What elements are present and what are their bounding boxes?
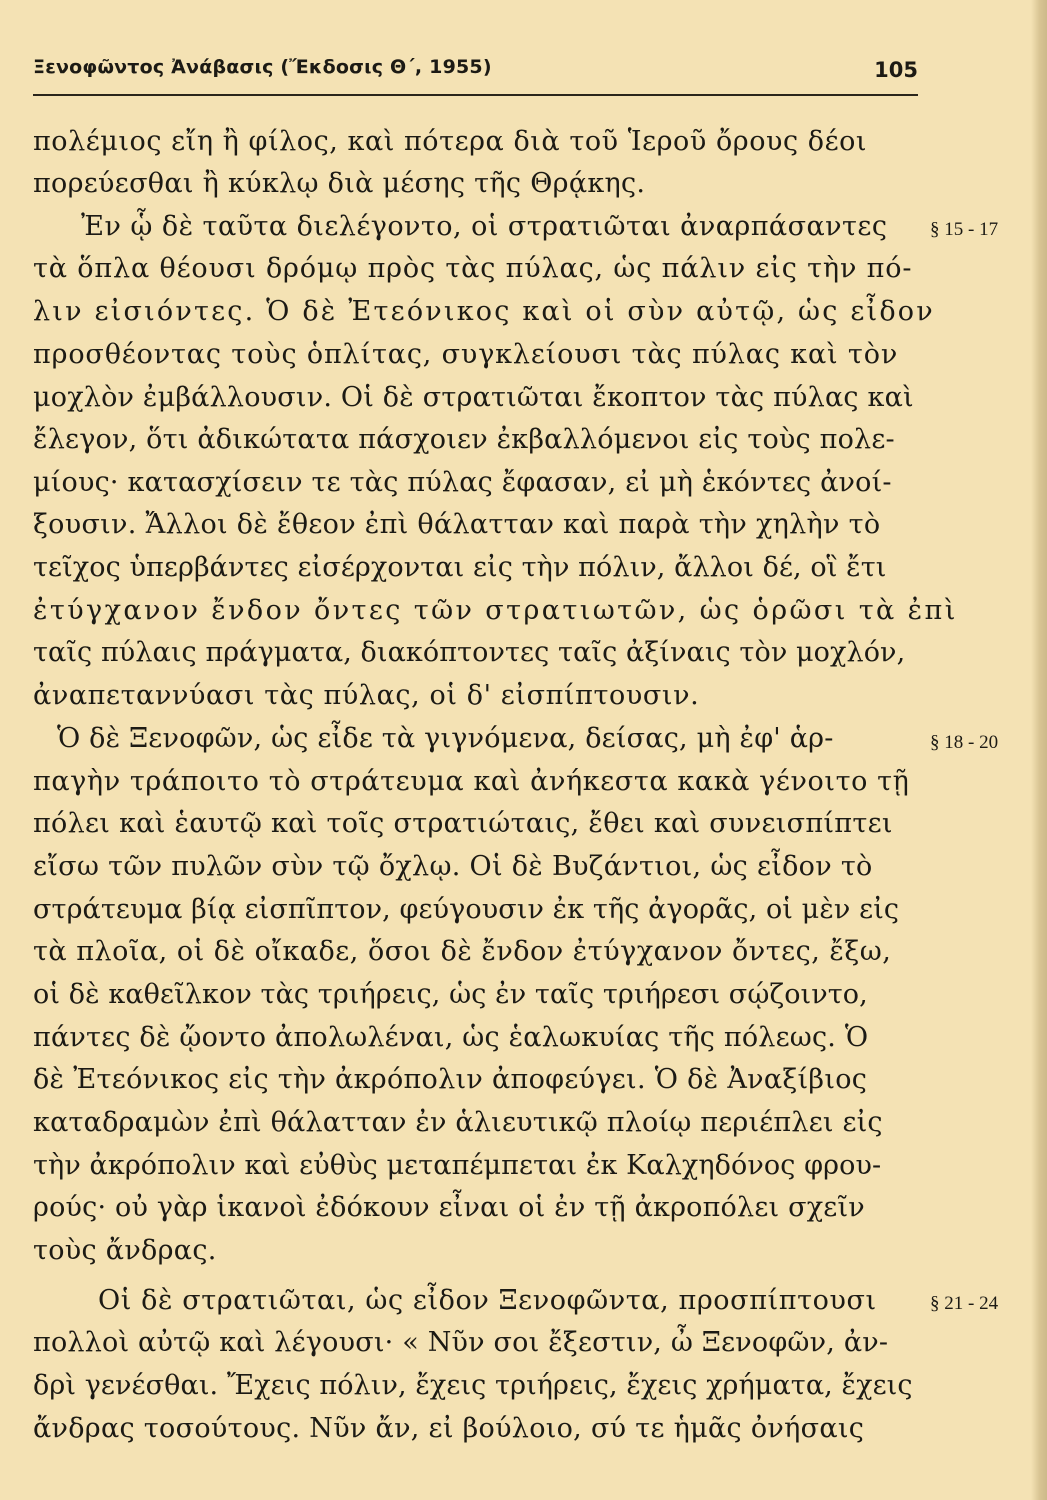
text-line: ἄνδρας τοσούτους. Νῦν ἄν, εἰ βούλοιο, σύ τε ἡμᾶς ὀνήσαις xyxy=(33,1413,865,1444)
page-edge xyxy=(1031,0,1047,1500)
text-line: παγὴν τράποιτο τὸ στράτευμα καὶ ἀνήκεστα κακὰ γένοιτο τῇ xyxy=(33,766,910,797)
text-line: Ἐν ᾧ δὲ ταῦτα διελέγοντο, οἱ στρατιῶται ἀναρπάσαντες xyxy=(81,211,888,242)
text-line: ἔλεγον, ὅτι ἀδικώτατα πάσχοιεν ἐκβαλλόμενοι εἰς τοὺς πολε- xyxy=(33,424,895,455)
text-line: δὲ Ἐτεόνικος εἰς τὴν ἀκρόπολιν ἀποφεύγει. Ὁ δὲ Ἀναξίβιος xyxy=(33,1064,868,1095)
text-line: τὰ ὅπλα θέουσι δρόμῳ πρὸς τὰς πύλας, ὡς πάλιν εἰς τὴν πό- xyxy=(33,253,913,284)
text-line: πάντες δὲ ᾤοντο ἀπολωλέναι, ὡς ἑαλωκυίας τῆς πόλεως. Ὁ xyxy=(33,1022,869,1053)
text-line: λιν εἰσιόντες. Ὁ δὲ Ἐτεόνικος καὶ οἱ σὺν αὐτῷ, ὡς εἶδον xyxy=(33,296,935,327)
running-head: Ξενοφῶντος Ἀνάβασις (Ἔκδοσις Θ΄, 1955) xyxy=(33,56,492,78)
text-line: πολλοὶ αὐτῷ καὶ λέγουσι· « Νῦν σοι ἔξεστιν, ὦ Ξενοφῶν, ἀν- xyxy=(33,1327,889,1358)
text-line: ξουσιν. Ἄλλοι δὲ ἔθεον ἐπὶ θάλατταν καὶ παρὰ τὴν χηλὴν τὸ xyxy=(33,509,881,540)
header-rule xyxy=(33,94,918,96)
text-line: καταδραμὼν ἐπὶ θάλατταν ἐν ἁλιευτικῷ πλοίῳ περιέπλει εἰς xyxy=(33,1107,883,1138)
text-line: Οἱ δὲ στρατιῶται, ὡς εἶδον Ξενοφῶντα, προσπίπτουσι xyxy=(98,1285,877,1316)
text-line: ταῖς πύλαις πράγματα, διακόπτοντες ταῖς ἀξίναις τὸν μοχλόν, xyxy=(33,637,906,668)
page-header xyxy=(33,48,918,84)
text-line: τὰ πλοῖα, οἱ δὲ οἴκαδε, ὅσοι δὲ ἔνδον ἐτύγχανον ὄντες, ἔξω, xyxy=(33,936,892,967)
text-line: στράτευμα βίᾳ εἰσπῖπτον, φεύγουσιν ἐκ τῆς ἀγορᾶς, οἱ μὲν εἰς xyxy=(33,894,900,925)
text-line: τεῖχος ὑπερβάντες εἰσέρχονται εἰς τὴν πόλιν, ἄλλοι δέ, οἳ ἔτι xyxy=(33,552,887,583)
page-number: 105 xyxy=(874,58,918,82)
text-line: δρὶ γενέσθαι. Ἔχεις πόλιν, ἔχεις τριήρεις, ἔχεις χρήματα, ἔχεις xyxy=(33,1370,913,1401)
text-line: ἀναπεταννύασι τὰς πύλας, οἱ δ' εἰσπίπτουσιν. xyxy=(33,680,700,711)
text-line: οἱ δὲ καθεῖλκον τὰς τριήρεις, ὡς ἐν ταῖς τριήρεσι σῴζοιντο, xyxy=(33,979,868,1010)
margin-reference: § 18 - 20 xyxy=(930,732,999,753)
text-line: πορεύεσθαι ἢ κύκλῳ διὰ μέσης τῆς Θρᾴκης. xyxy=(33,168,646,199)
text-line: μοχλὸν ἐμβάλλουσιν. Οἱ δὲ στρατιῶται ἔκοπτον τὰς πύλας καὶ xyxy=(33,382,914,413)
margin-reference: § 15 - 17 xyxy=(930,219,999,240)
margin-reference: § 21 - 24 xyxy=(930,1293,999,1314)
text-line: προσθέοντας τοὺς ὁπλίτας, συγκλείουσι τὰς πύλας καὶ τὸν xyxy=(33,339,899,370)
text-line: ἐτύγχανον ἔνδον ὄντες τῶν στρατιωτῶν, ὡς ὁρῶσι τὰ ἐπὶ xyxy=(33,595,958,626)
text-line: εἴσω τῶν πυλῶν σὺν τῷ ὄχλῳ. Οἱ δὲ Βυζάντιοι, ὡς εἶδον τὸ xyxy=(33,851,873,882)
text-line: τὴν ἀκρόπολιν καὶ εὐθὺς μεταπέμπεται ἐκ Καλχηδόνος φρου- xyxy=(33,1150,882,1181)
text-line: πολέμιος εἴη ἢ φίλος, καὶ πότερα διὰ τοῦ Ἱεροῦ ὄρους δέοι xyxy=(33,126,868,157)
text-line: πόλει καὶ ἑαυτῷ καὶ τοῖς στρατιώταις, ἔθει καὶ συνεισπίπτει xyxy=(33,808,893,839)
text-line: ρούς· οὐ γὰρ ἱκανοὶ ἐδόκουν εἶναι οἱ ἐν τῇ ἀκροπόλει σχεῖν xyxy=(33,1192,865,1223)
text-line: Ὁ δὲ Ξενοφῶν, ὡς εἶδε τὰ γιγνόμενα, δείσας, μὴ ἐφ' ἁρ- xyxy=(57,723,834,754)
text-line: μίους· κατασχίσειν τε τὰς πύλας ἔφασαν, εἰ μὴ ἑκόντες ἀνοί- xyxy=(33,467,892,498)
text-line: τοὺς ἄνδρας. xyxy=(33,1235,217,1266)
